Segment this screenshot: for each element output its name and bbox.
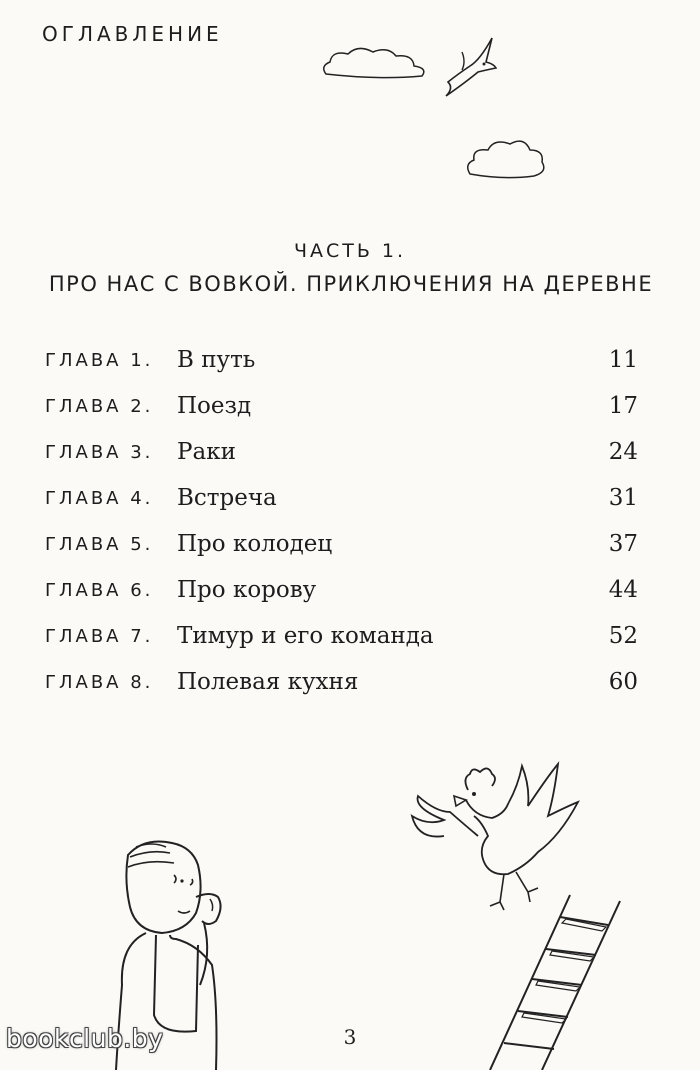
toc-entry (45, 429, 638, 475)
chapter-title: Встреча (177, 485, 277, 511)
chapter-title: Полевая кухня (177, 669, 359, 695)
cloud-right-illustration (464, 134, 548, 182)
chapter-title: Про корову (177, 577, 317, 603)
toc-entry (45, 567, 638, 613)
chapter-page: 52 (608, 623, 638, 649)
part-label: ЧАСТЬ 1. (293, 240, 407, 262)
chapter-label: ГЛАВА 7. (45, 625, 154, 647)
watermark: bookclub.by (6, 1024, 164, 1053)
page-title: ОГЛАВЛЕНИЕ (42, 22, 223, 46)
chapter-title: Тимур и его команда (177, 623, 434, 649)
chapter-page: 24 (608, 439, 638, 465)
toc-entry (45, 337, 638, 383)
chapter-title: Раки (177, 439, 236, 465)
table-of-contents (45, 337, 638, 705)
chapter-page: 17 (608, 393, 638, 419)
chapter-label: ГЛАВА 2. (45, 395, 154, 417)
chapter-label: ГЛАВА 8. (45, 671, 154, 693)
chapter-title: Поезд (177, 393, 252, 419)
chapter-label: ГЛАВА 1. (45, 349, 154, 371)
chapter-label: ГЛАВА 3. (45, 441, 154, 463)
page-number: 3 (343, 1025, 357, 1049)
cloud-top-illustration (318, 44, 438, 84)
chapter-label: ГЛАВА 4. (45, 487, 154, 509)
chapter-label: ГЛАВА 6. (45, 579, 154, 601)
toc-entry (45, 659, 638, 705)
chapter-page: 37 (608, 531, 638, 557)
chapter-label: ГЛАВА 5. (45, 533, 154, 555)
part-title: ПРО НАС С ВОВКОЙ. ПРИКЛЮЧЕНИЯ НА ДЕРЕВНЕ (48, 272, 654, 296)
chapter-title: Про колодец (177, 531, 333, 557)
chapter-page: 44 (608, 577, 638, 603)
bird-illustration (440, 34, 500, 100)
chapter-page: 31 (608, 485, 638, 511)
toc-entry (45, 613, 638, 659)
toc-entry (45, 383, 638, 429)
chapter-page: 60 (608, 669, 638, 695)
chapter-page: 11 (608, 347, 638, 373)
toc-entry (45, 521, 638, 567)
toc-entry (45, 475, 638, 521)
rooster-illustration (408, 756, 583, 916)
chapter-title: В путь (177, 347, 256, 373)
